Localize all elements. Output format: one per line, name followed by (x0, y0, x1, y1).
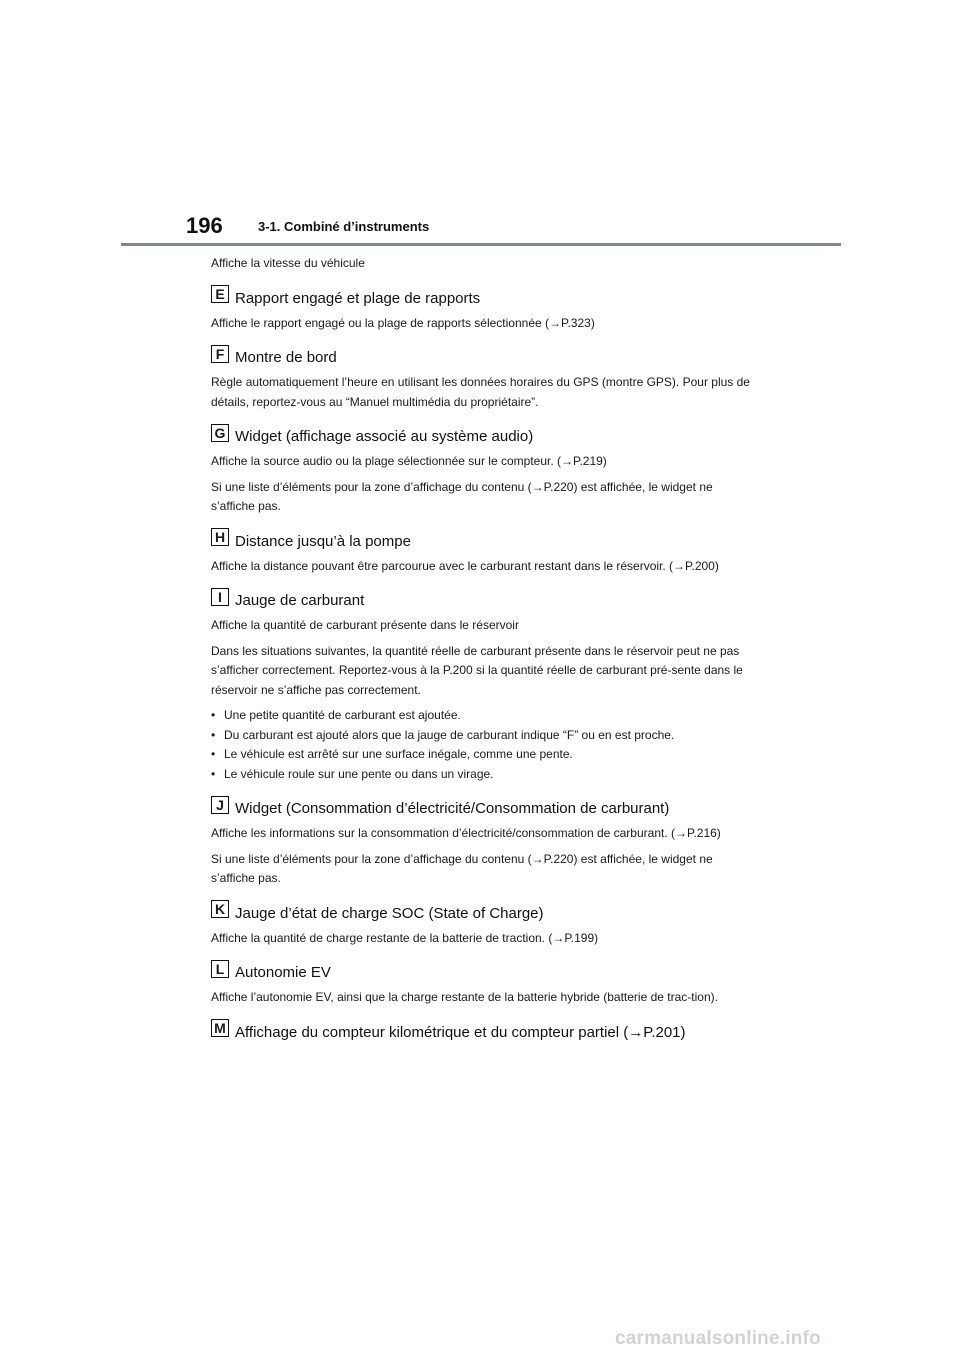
item-paragraph: Affiche la quantité de carburant présente dans le réservoir (211, 618, 519, 632)
item-letter-badge: H (211, 528, 229, 546)
bullet-list (211, 706, 751, 784)
item-section-j (211, 796, 751, 889)
item-section-k (211, 901, 751, 949)
item-heading (211, 1020, 751, 1041)
item-title: Widget (affichage associé au système audio) (235, 428, 534, 445)
item-letter-badge: F (211, 345, 229, 363)
item-paragraph: Affiche la quantité de charge restante de la batterie de traction. (→P.199) (211, 930, 599, 945)
item-letter-badge: K (211, 900, 229, 918)
item-title: Rapport engagé et plage de rapports (235, 289, 481, 307)
item-section-i (211, 588, 751, 784)
bullet-item: • Le véhicule est arrêté sur une surface inégale, comme une pente. (211, 745, 751, 765)
item-title: Autonomie EV (235, 964, 331, 981)
page-number: 196 (186, 213, 223, 238)
item-paragraph: Affiche le rapport engagé ou la plage de rapports sélectionnée (→P.323) (211, 315, 595, 330)
item-section-e (211, 286, 751, 334)
item-paragraph: Affiche l’autonomie EV, ainsi que la charge restante de la batterie hybride (batterie de trac-tion). (211, 990, 718, 1004)
item-heading (211, 345, 751, 366)
item-title: Affichage du compteur kilométrique et du compteur partiel (→P.201) (235, 1023, 686, 1041)
item-title: Widget (Consommation d’électricité/Consommation de carburant) (235, 800, 670, 817)
item-letter-badge: M (211, 1019, 229, 1037)
item-letter-badge: J (211, 796, 229, 814)
item-paragraph: Règle automatiquement l’heure en utilisant les données horaires du GPS (montre GPS). Pour plus de détails, reportez-vous au “Manuel multimédia du propriétaire”. (211, 375, 750, 409)
item-paragraph: Affiche la source audio ou la plage sélectionnée sur le compteur. (→P.219) (211, 454, 607, 468)
item-heading (211, 529, 751, 550)
item-section-m (211, 1020, 751, 1041)
item-heading (211, 286, 751, 307)
header-rule (121, 243, 841, 246)
item-section-f (211, 345, 751, 412)
item-paragraph: Affiche les informations sur la consommation d’électricité/consommation de carburant. (→P.216) (211, 826, 721, 840)
item-section-l (211, 960, 751, 1008)
item-title: Montre de bord (235, 349, 337, 366)
item-letter-badge: I (211, 588, 229, 606)
item-letter-badge: L (211, 960, 229, 978)
item-title: Distance jusqu’à la pompe (235, 532, 411, 550)
bullet-item: • Le véhicule roule sur une pente ou dans un virage. (211, 765, 751, 785)
item-section-h (211, 529, 751, 577)
item-list (211, 286, 751, 1041)
item-heading (211, 960, 751, 981)
section-title: 3-1. Combiné d’instruments (258, 219, 430, 234)
item-heading (211, 901, 751, 922)
item-paragraph: Si une liste d’éléments pour la zone d’affichage du contenu (→P.220) est affichée, le widget ne s’affiche pas. (211, 851, 713, 885)
item-letter-badge: E (211, 285, 229, 303)
item-letter-badge: G (211, 424, 229, 442)
item-heading (211, 424, 751, 445)
page-content (211, 254, 751, 1048)
item-heading (211, 796, 751, 817)
item-paragraph: Dans les situations suivantes, la quantité réelle de carburant présente dans le réservoir peut ne pas s’afficher correctement. Reportez-vous à la P.200 si la quantité réelle de carburant pré-sente dans le réservoir ne s’affiche pas correctement. (211, 643, 743, 697)
item-heading (211, 588, 751, 609)
bullet-item: • Du carburant est ajouté alors que la jauge de carburant indique “F” ou en est proche. (211, 726, 751, 746)
item-title: Jauge de carburant (235, 592, 365, 609)
watermark: carmanualsonline.info (615, 1328, 821, 1349)
intro-text: Affiche la vitesse du véhicule (211, 256, 365, 270)
bullet-item: • Une petite quantité de carburant est ajoutée. (211, 706, 751, 726)
item-section-g (211, 424, 751, 517)
item-paragraph: Affiche la distance pouvant être parcourue avec le carburant restant dans le réservoir. (→P.200) (211, 558, 719, 573)
item-title: Jauge d’état de charge SOC (State of Charge) (235, 904, 544, 922)
item-paragraph: Si une liste d’éléments pour la zone d’affichage du contenu (→P.220) est affichée, le widget ne s’affiche pas. (211, 479, 713, 513)
